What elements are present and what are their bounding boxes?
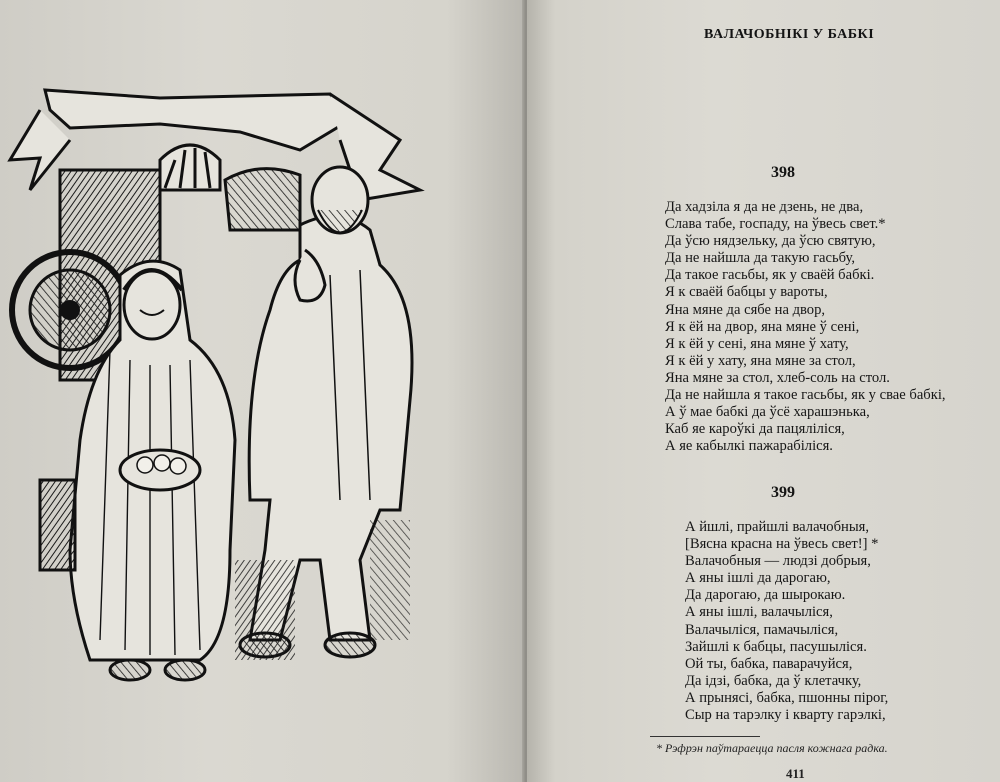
verse-line: А яе кабылкі пажарабіліся.	[665, 438, 833, 455]
song-number: 398	[771, 164, 795, 181]
woodcut-illustration	[0, 80, 460, 690]
verse-line: Да хадзіла я да не дзень, не два,	[665, 199, 864, 215]
verse-line: Ой ты, бабка, паварачуйся,	[685, 655, 853, 672]
page-heading: ВАЛАЧОБНІКІ У БАБКІ	[704, 27, 875, 42]
verse-line: Я к ёй у хату, яна мяне за стол,	[665, 352, 856, 369]
verse-line: Да ідзі, бабка, да ў клетачку,	[685, 672, 862, 689]
verse-line: А яны ішлі, валачыліся,	[685, 604, 833, 621]
verse-line: Да дарогаю, да шырокаю.	[685, 587, 846, 604]
verse-line: Зайшлі к бабцы, пасушыліся.	[685, 638, 867, 655]
verse-line: Да ўсю нядзельку, да ўсю святую,	[665, 233, 876, 250]
verse-line: А прынясі, бабка, пшонны пірог,	[685, 689, 889, 706]
verse-line: Валачобныя — людзі добрыя,	[685, 553, 871, 570]
verse-line: А ў мае бабкі да ўсё харашэнька,	[665, 404, 870, 421]
verse-line: Яна мяне да сябе на двор,	[665, 301, 826, 318]
verse-line: Да не найшла я такое гасьбы, як у свае бабкі,	[665, 387, 946, 404]
verse-line: Да не найшла да такую гасьбу,	[665, 250, 856, 267]
verse-line: Я к ёй на двор, яна мяне ў сені,	[665, 318, 860, 335]
verse-line: Слава табе, госпаду, на ўвесь свет.*	[665, 216, 886, 233]
verse-line: Валачыліся, памачыліся,	[685, 621, 839, 638]
footnote-divider	[650, 736, 760, 737]
page-number: 411	[786, 766, 805, 781]
verse-line: Каб яе кароўкі да пацяліліся,	[665, 421, 845, 438]
verse-line: Я к сваёй бабцы у вароты,	[665, 284, 828, 301]
verse-line: [Вясна красна на ўвесь свет!] *	[685, 536, 879, 553]
footnote: * Рэфрэн паўтараецца пасля кожнага радка.	[656, 741, 888, 755]
verse-line: А йшлі, прайшлі валачобныя,	[685, 519, 870, 535]
song-number: 399	[771, 484, 795, 501]
verse-line: Да такое гасьбы, як у сваёй бабкі.	[665, 267, 875, 284]
verse-line: Сыр на тарэлку і кварту гарэлкі,	[685, 707, 886, 724]
verse-line: Я к ёй у сені, яна мяне ў хату,	[665, 335, 849, 352]
song-text	[665, 199, 946, 455]
verse-line: Яна мяне за стол, хлеб-соль на стол.	[665, 369, 890, 386]
song-text	[685, 519, 888, 724]
verse-line: А яны ішлі да дарогаю,	[685, 570, 831, 587]
